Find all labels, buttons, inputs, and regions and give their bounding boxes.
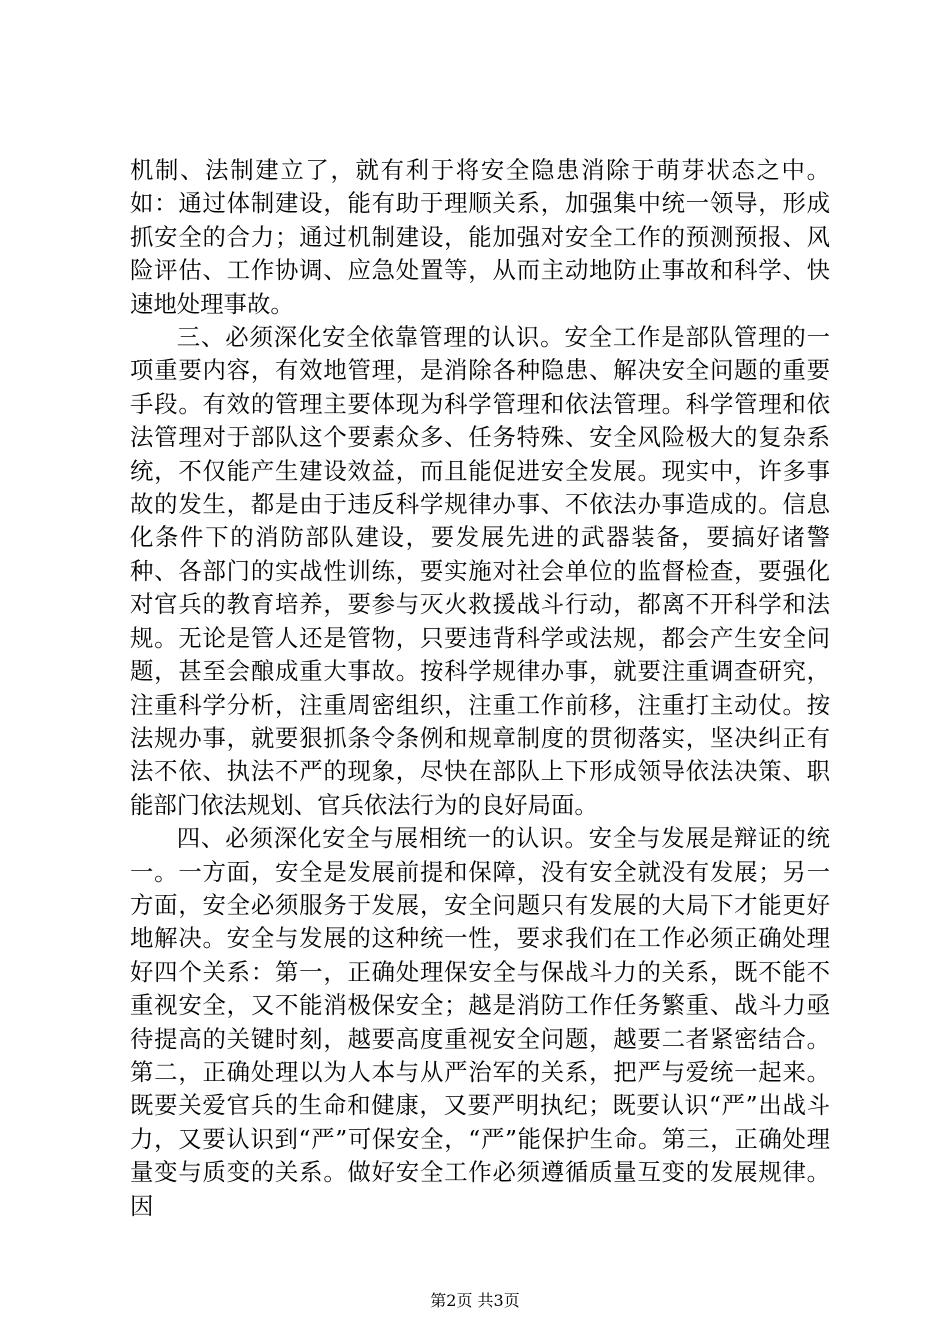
page-number-footer: 第2页 共3页: [430, 1291, 520, 1310]
paragraph-3: 四、必须深化安全与展相统一的认识。安全与发展是辩证的统一。一方面，安全是发展前提和保障，没有安全就没有发展；另一方面，安全必须服务于发展，安全问题只有发展的大局下才能更好地解决。安全与发展的这种统一性，要求我们在工作必须正确处理好四个关系：第一，正确处理保安全与保战斗力的关系，既不能不重视安全，又不能消极保安全；越是消防工作任务繁重、战斗力亟待提高的关键时刻，越要高度重视安全问题，越要二者紧密结合。第二，正确处理以为人本与从严治军的关系，把严与爱统一起来。既要关爱官兵的生命和健康，又要严明执纪；既要认识“严”出战斗力，又要认识到“严”可保安全，“严”能保护生命。第三，正确处理量变与质变的关系。做好安全工作必须遵循质量互变的发展规律。因: [130, 824, 830, 1220]
paragraph-2: 三、必须深化安全依靠管理的认识。安全工作是部队管理的一项重要内容，有效地管理，是消除各种隐患、解决安全问题的重要手段。有效的管理主要体现为科学管理和依法管理。科学管理和依法管理对于部队这个要素众多、任务特殊、安全风险极大的复杂系统，不仅能产生建设效益，而且能促进安全发展。现实中，许多事故的发生，都是由于违反科学规律办事、不依法办事造成的。信息化条件下的消防部队建设，要发展先进的武器装备，要搞好诸警种、各部门的实战性训练，要实施对社会单位的监督检查，要强化对官兵的教育培养，要参与灭火救援战斗行动，都离不开科学和法规。无论是管人还是管物，只要违背科学或法规，都会产生安全问题，甚至会酿成重大事故。按科学规律办事，就要注重调查研究，注重科学分析，注重周密组织，注重工作前移，注重打主动仗。按法规办事，就要狠抓条令条例和规章制度的贯彻落实，坚决纠正有法不依、执法不严的现象，尽快在部队上下形成领导依法决策、职能部门依法规划、官兵依法行为的良好局面。: [130, 323, 830, 819]
document-body: [130, 154, 830, 1223]
paragraph-1: 机制、法制建立了，就有利于将安全隐患消除于萌芽状态之中。如：通过体制建设，能有助于理顺关系，加强集中统一领导，形成抓安全的合力；通过机制建设，能加强对安全工作的预测预报、风险评估、工作协调、应急处置等，从而主动地防止事故和科学、快速地处理事故。: [130, 156, 830, 318]
